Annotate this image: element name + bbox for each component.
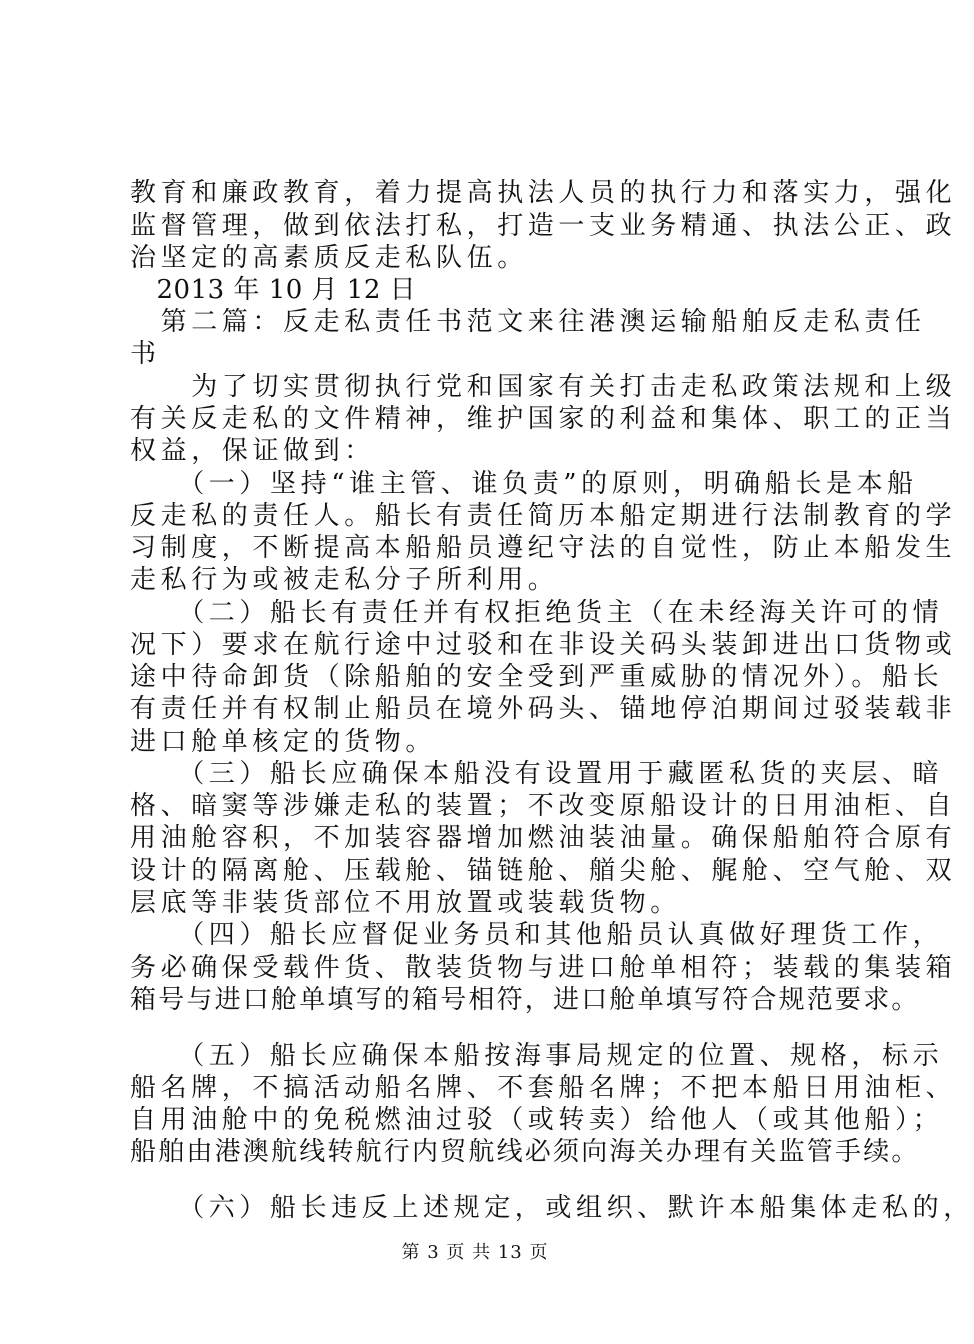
text-line: 设计的隔离舱、压载舱、锚链舱、艏尖舱、艉舱、空气舱、双 (130, 856, 957, 886)
text-line: 自用油舱中的免税燃油过驳（或转卖）给他人（或其他船）； (130, 1105, 944, 1135)
text-line: （四）船长应督促业务员和其他船员认真做好理货工作， (130, 920, 944, 950)
text-line: 教育和廉政教育，着力提高执法人员的执行力和落实力，强化 (130, 178, 957, 208)
text-line: 途中待命卸货（除船舶的安全受到严重威胁的情况外）。船长 (130, 662, 944, 692)
text-line: 务必确保受载件货、散装货物与进口舱单相符；装载的集装箱 (130, 953, 957, 983)
text-line: （三）船长应确保本船没有设置用于藏匿私货的夹层、暗 (130, 759, 944, 789)
text-line: 有责任并有权制止船员在境外码头、锚地停泊期间过驳装载非 (130, 694, 957, 724)
text-line: （二）船长有责任并有权拒绝货主（在未经海关许可的情 (130, 598, 944, 628)
text-line: 反走私的责任人。船长有责任简历本船定期进行法制教育的学 (130, 501, 957, 531)
text-line: 权益，保证做到： (130, 436, 375, 466)
text-line: 监督管理，做到依法打私，打造一支业务精通、执法公正、政 (130, 211, 957, 241)
text-line: （六）船长违反上述规定，或组织、默许本船集体走私的， (130, 1193, 974, 1223)
text-line: 有关反走私的文件精神，维护国家的利益和集体、职工的正当 (130, 404, 957, 434)
text-line: 船舶由港澳航线转航行内贸航线必须向海关办理有关监管手续。 (130, 1137, 920, 1167)
text-line: 治坚定的高素质反走私队伍。 (130, 243, 528, 273)
text-line: 进口舱单核定的货物。 (130, 727, 437, 757)
text-line: 用油舱容积，不加装容器增加燃油装油量。确保船舶符合原有 (130, 823, 957, 853)
text-line: （一）坚持“谁主管、谁负责”的原则，明确船长是本船 (130, 469, 918, 499)
text-line: 况下）要求在航行途中过驳和在非设关码头装卸进出口货物或 (130, 630, 957, 660)
text-line: 为了切实贯彻执行党和国家有关打击走私政策法规和上级 (130, 372, 957, 402)
text-line: 层底等非装货部位不用放置或装载货物。 (130, 888, 681, 918)
text-line: 箱号与进口舱单填写的箱号相符，进口舱单填写符合规范要求。 (130, 985, 920, 1015)
text-line: （五）船长应确保本船按海事局规定的位置、规格，标示 (130, 1041, 944, 1071)
text-line: 格、暗窦等涉嫌走私的装置；不改变原船设计的日用油柜、自 (130, 791, 957, 821)
page-number-footer: 第 3 页 共 13 页 (401, 1242, 549, 1263)
date-line: 2013 年 10 月 12 日 (130, 275, 417, 305)
text-line: 走私行为或被走私分子所利用。 (130, 565, 559, 595)
section-title-line: 书 (130, 339, 161, 369)
text-line: 船名牌，不搞活动船名牌、不套船名牌；不把本船日用油柜、 (130, 1073, 957, 1103)
section-title-line: 第二篇：反走私责任书范文来往港澳运输船舶反走私责任 (130, 307, 926, 337)
text-line: 习制度，不断提高本船船员遵纪守法的自觉性，防止本船发生 (130, 533, 957, 563)
